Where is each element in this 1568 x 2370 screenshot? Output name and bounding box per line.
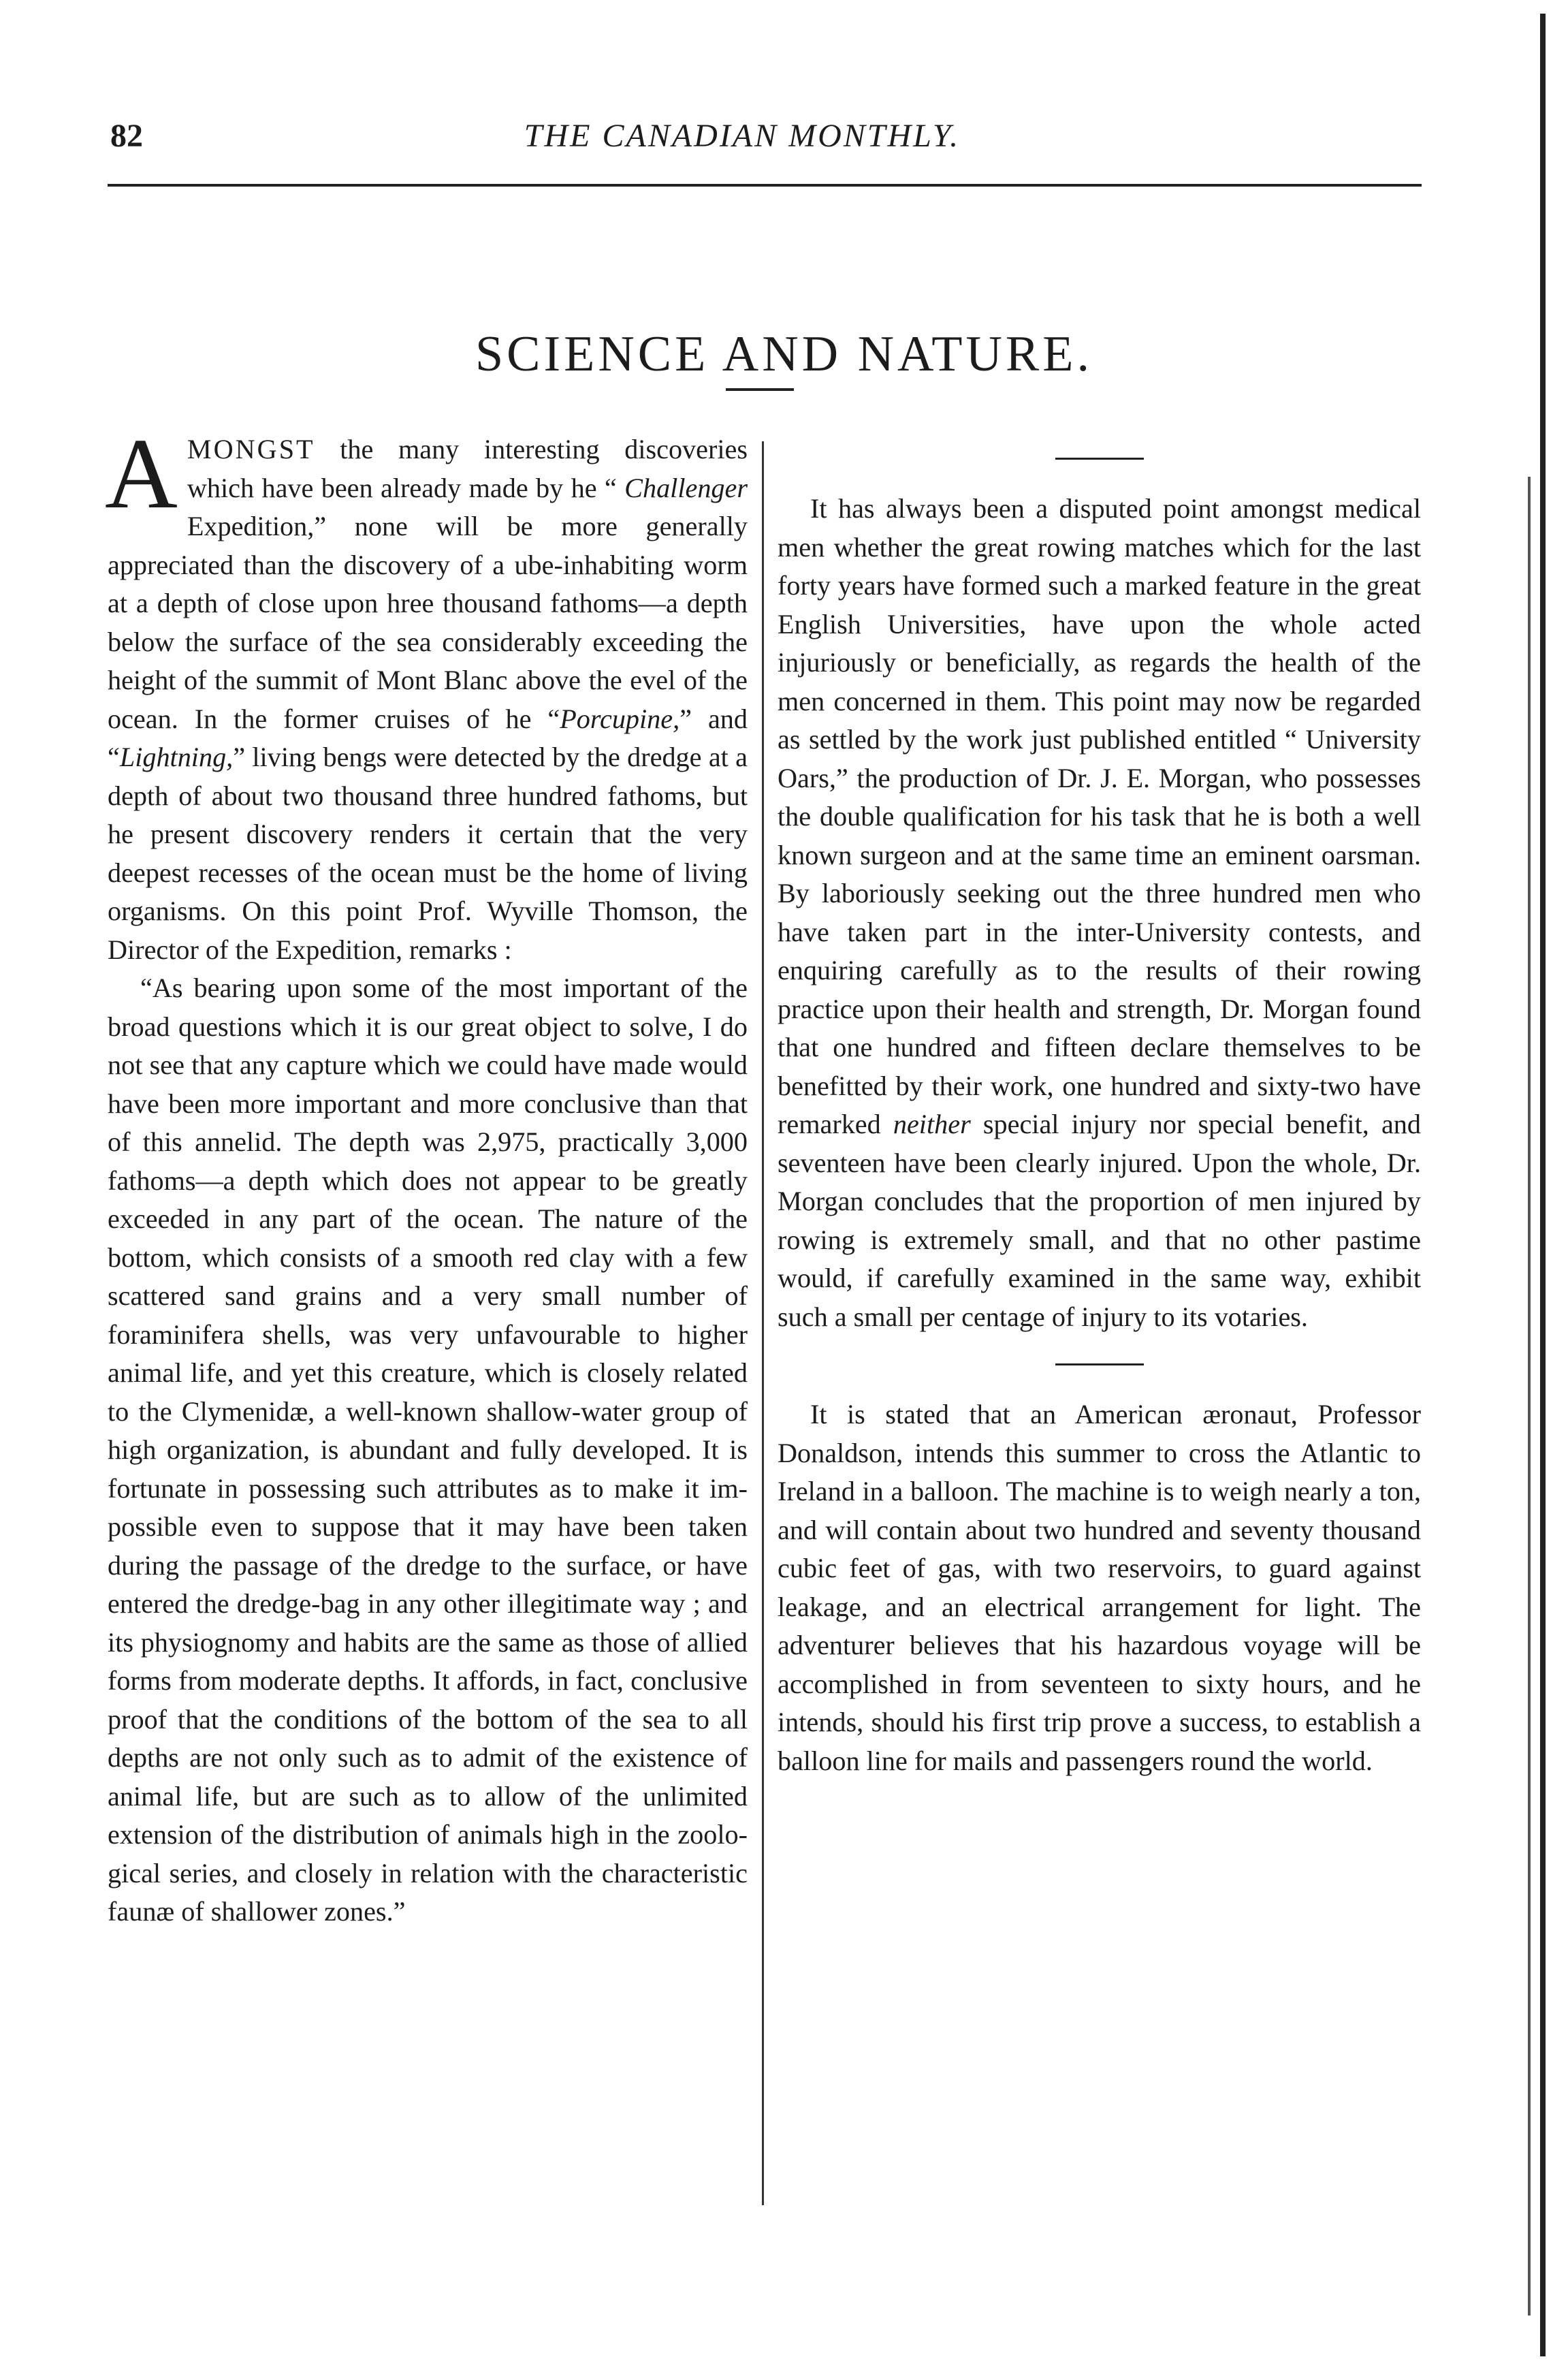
column-divider bbox=[762, 441, 764, 2205]
right-column bbox=[778, 430, 1421, 1780]
drop-cap: A bbox=[105, 418, 178, 530]
paragraph-intro bbox=[105, 418, 748, 969]
paragraph-rowing bbox=[778, 490, 1421, 1336]
left-column bbox=[105, 418, 748, 1931]
intro-text-4: ” living bengs were detected by the dredge at a depth of about two thousand three hundred fathoms, but he present discovery renders it certain that the very deepest recesses of the ocean must be the home of living organisms. On this point Prof. Wyville Thomson, the Director of the Expedition, remarks : bbox=[108, 742, 748, 965]
title-rule bbox=[726, 388, 794, 391]
paragraph-quote: “As bearing upon some of the most important of the broad questions which it is our great object to solve, I do not see that any capture which we could have made would have been more important and more conclusive than that of this annelid. The depth was 2,975, practically 3,000 fathoms—a depth which does not appear to be greatly exceeded in any part of the ocean. The nature of the bottom, which consists of a smooth red clay with a few scattered sand grains and a very small number of foraminifera shells, was very unfavourable to higher animal life, and yet this creature, which is closely related to the Clymenidæ, a well-known shallow-water group of high organization, is abundant and fully developed. It is fortunate in possessing such attributes as to make it impossible even to suppose that it may have been taken during the passage of the dredge to the surface, or have entered the dredge-bag in any other illegitimate way ; and its physiognomy and habits are the same as those of allied forms from moderate depths. It affords, in fact, conclusive proof that the conditions of the bottom of the sea to all depths are not only such as to admit of the existence of animal life, but are such as to allow of the unlimited extension of the distribution of animals high in the zoological series, and closely in relation with the characteristic faunæ of shallower zones.” bbox=[108, 973, 748, 1927]
ship-name-porcupine: Porcupine, bbox=[560, 703, 680, 734]
intro-text-1: the many interesting discoveries which have been already made by he “ bbox=[187, 434, 748, 503]
lead-word: MONGST bbox=[187, 434, 315, 464]
page-number: 82 bbox=[110, 118, 143, 154]
scan-edge-mark-inner bbox=[1528, 477, 1531, 2316]
separator-rule bbox=[1055, 458, 1144, 460]
intro-text-2: Expedition,” none will be more generally appreciated than the discovery of a ube-inhabiting worm at a depth of close upon hree thousand fathoms—a depth below the surface of the sea considerably exceeding the height of the summit of Mont Blanc above the evel of the ocean. In the former cruises of he “ bbox=[108, 511, 748, 734]
ship-name-challenger: Challenger bbox=[624, 472, 748, 503]
intro-text-3: ” and “ bbox=[108, 703, 748, 772]
header-rule bbox=[108, 184, 1422, 187]
ship-name-lightning: Lightning, bbox=[119, 742, 234, 772]
paragraph-balloon: It is stated that an American æronaut, Professor Donaldson, intends this summer to cross the Atlantic to Ireland in a balloon. The machine is to weigh nearly a ton, and will contain about two hundred and seventy thousand cubic feet of gas, with two reservoirs, to guard against leakage, and an electrical arrangement for light. The adventurer believes that his hazardous voyage will be accomplished in from seventeen to sixty hours, and he intends, should his first trip prove a success, to establish a balloon line for mails and passengers round the world. bbox=[778, 1399, 1421, 1776]
emphasis-neither: neither bbox=[893, 1109, 971, 1139]
separator-rule bbox=[1055, 1363, 1144, 1365]
section-title: SCIENCE AND NATURE. bbox=[475, 326, 1093, 382]
scan-edge-mark bbox=[1540, 14, 1546, 2356]
rowing-text-1: It has always been a disputed point amongst medical men whether the great rowing matches which for the last forty years have formed such a marked feature in the great English Universities, have upon the whole acted injuriously or beneficially, as regards the health of the men concerned in them. This point may now be regarded as settled by the work just published entitled “ University Oars,” the production of Dr. J. E. Morgan, who possesses the double qualification for his task that he is both a well known surgeon and at the same time an eminent oarsman. By laboriously seeking out the three hundred men who have taken part in the inter-University contests, and enquiring carefully as to the results of their rowing practice upon their health and strength, Dr. Morgan found that one hundred and fifteen declare themselves to be benefitted by their work, one hundred and sixty-two have remarked bbox=[778, 493, 1421, 1139]
rowing-text-2: special injury nor special benefit, and seventeen have been clearly injured. Upon the whole, Dr. Morgan concludes that the proportion of men injured by rowing is extremely small, and that no other pastime would, if carefully examined in the same way, exhibit such a small per centage of injury to its votaries. bbox=[778, 1109, 1421, 1332]
running-head: THE CANADIAN MONTHLY. bbox=[524, 118, 961, 154]
